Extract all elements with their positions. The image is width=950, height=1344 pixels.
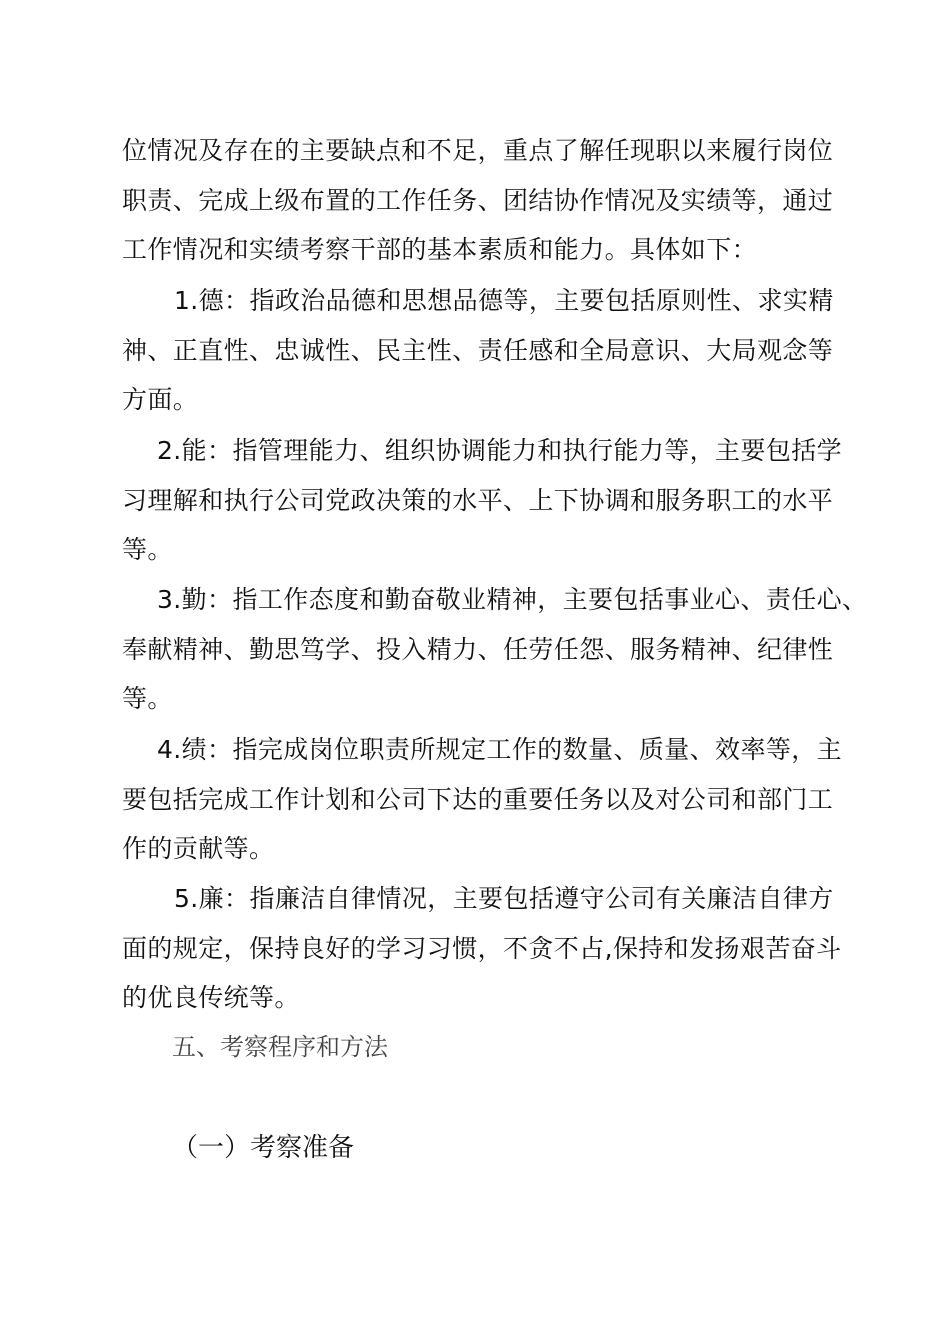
intro-line-3: 工作情况和实绩考察干部的基本素质和能力。具体如下： [122,235,758,264]
item-4-line-2: 要包括完成工作计划和公司下达的重要任务以及对公司和部门工 [122,785,834,814]
section-heading: 五、考察程序和方法 [172,1033,388,1061]
item-1-line-3: 方面。 [122,385,199,414]
subsection-heading: （一）考察准备 [172,1133,355,1163]
item-2-line-2: 习理解和执行公司党政决策的水平、上下协调和服务职工的水平 [122,486,834,515]
item-5-line-1: 5.廉：指廉洁自律情况，主要包括遵守公司有关廉洁自律方 [174,884,834,913]
item-2-line-1: 2.能：指管理能力、组织协调能力和执行能力等，主要包括学 [157,436,843,465]
item-4-line-3: 作的贡献等。 [122,834,275,863]
item-1-line-2: 神、正直性、忠诚性、民主性、责任感和全局意识、大局观念等 [122,336,834,365]
intro-line-1: 位情况及存在的主要缺点和不足，重点了解任现职以来履行岗位 [122,136,834,165]
item-4-line-1: 4.绩：指完成岗位职责所规定工作的数量、质量、效率等，主 [157,735,843,764]
item-3-line-2: 奉献精神、勤思笃学、投入精力、任劳任怨、服务精神、纪律性 [122,635,834,664]
item-3-line-3: 等。 [122,684,173,713]
item-3-line-1: 3.勤：指工作态度和勤奋敬业精神，主要包括事业心、责任心、 [157,585,868,614]
item-5-line-2: 面的规定，保持良好的学习习惯，不贪不占,保持和发扬艰苦奋斗 [122,934,842,963]
item-5-line-3: 的优良传统等。 [122,983,300,1012]
item-2-line-3: 等。 [122,535,173,564]
intro-line-2: 职责、完成上级布置的工作任务、团结协作情况及实绩等，通过 [122,186,834,215]
item-1-line-1: 1.德：指政治品德和思想品德等，主要包括原则性、求实精 [174,286,834,315]
